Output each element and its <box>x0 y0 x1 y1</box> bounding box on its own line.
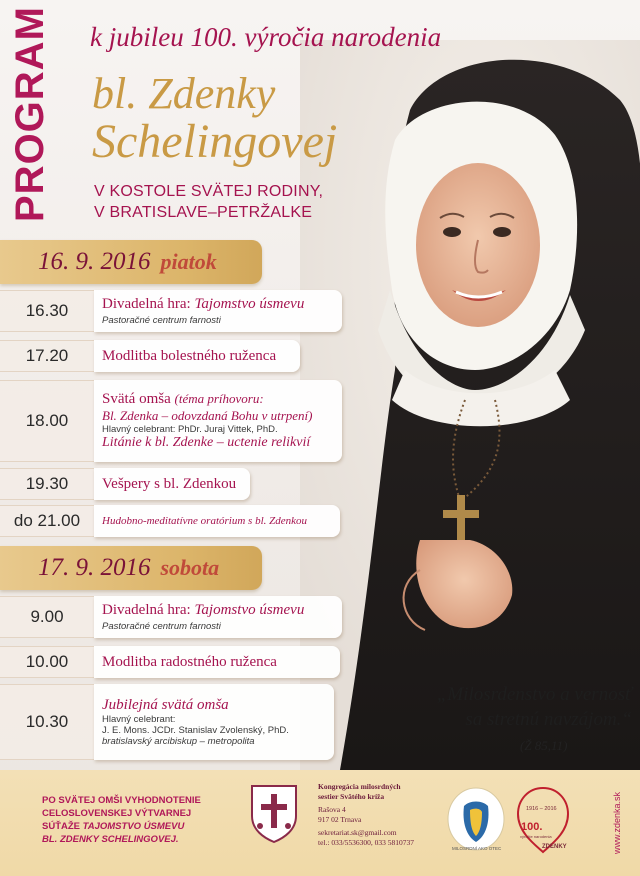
event-time: 9.00 <box>0 596 94 638</box>
svg-text:1916 – 2016: 1916 – 2016 <box>526 806 557 812</box>
website-url[interactable]: www.zdenka.sk <box>612 791 622 854</box>
event-theme: Bl. Zdenka – odovzdaná Bohu v utrpení) <box>102 408 313 423</box>
schedule-row <box>0 646 340 678</box>
year-of-mercy-logo-icon <box>446 786 506 852</box>
event-title: Vešpery s bl. Zdenkou <box>102 475 237 492</box>
event-body <box>94 505 340 537</box>
schedule-row <box>0 684 334 760</box>
event-body <box>94 380 342 462</box>
event-location: Pastoračné centrum farnosti <box>102 315 221 326</box>
svg-text:100.: 100. <box>521 821 543 833</box>
schedule-row <box>0 505 340 537</box>
congregation-contact: Kongregácia milosrdných sestier Svätého kríža Rašova 4 917 02 Trnava sekretariat.sk@gmail.com tel.: 033/5536300, 033 5810737 <box>318 782 415 847</box>
event-celebrant-title: bratislavský arcibiskup – metropolita <box>102 736 255 747</box>
svg-text:výročie narodenia: výročie narodenia <box>520 834 552 839</box>
event-time: do 21.00 <box>0 505 94 537</box>
program-vertical-heading: PROGRAM <box>8 6 52 222</box>
event-title: Jubilejná svätá omša <box>102 697 229 713</box>
schedule-row <box>0 290 342 332</box>
svg-text:ZDENKY: ZDENKY <box>542 844 567 850</box>
day-banner-friday <box>0 240 262 284</box>
event-time: 19.30 <box>0 468 94 500</box>
quote-line-1: „Milosrdenstvo a vernosť <box>436 684 632 705</box>
event-body <box>94 468 250 500</box>
event-body <box>94 596 342 638</box>
event-title: Modlitba bolestného ruženca <box>102 347 277 364</box>
event-celebrant-name: J. E. Mons. JCDr. Stanislav Zvolenský, PhD. <box>102 725 289 736</box>
day-weekday: piatok <box>160 249 217 274</box>
jubilee-subtitle: k jubileu 100. výročia narodenia <box>90 22 442 52</box>
event-title: Hudobno-meditatívne oratórium s bl. Zdenkou <box>102 515 308 527</box>
nun-portrait-image <box>300 40 640 770</box>
event-title: Svätá omša (téma príhovoru: <box>102 391 264 407</box>
event-body <box>94 290 342 332</box>
jubilee-100-logo-icon <box>512 782 574 858</box>
event-body <box>94 340 300 372</box>
competition-note: PO SVÄTEJ OMŠI VYHODNOTENIE CELOSLOVENSKEJ VÝTVARNEJ SÚŤAŽE TAJOMSTVO ÚSMEVU BL. ZDENKY SCHELINGOVEJ. <box>42 795 201 845</box>
schedule-row <box>0 596 342 638</box>
event-title: Divadelná hra: Tajomstvo úsmevu <box>102 602 305 618</box>
quote-reference: (Ž 85,11) <box>520 738 568 753</box>
day-banner-saturday <box>0 546 262 590</box>
day-date: 16. 9. 2016 <box>38 248 151 275</box>
event-litany: Litánie k bl. Zdenke – uctenie relikvií <box>102 435 311 450</box>
day-date: 17. 9. 2016 <box>38 554 151 581</box>
event-time: 16.30 <box>0 290 94 332</box>
event-body <box>94 646 340 678</box>
event-time: 18.00 <box>0 380 94 462</box>
schedule-row <box>0 380 342 462</box>
congregation-crest-icon <box>246 782 302 844</box>
name-line-2: Schelingovej <box>92 115 338 168</box>
event-celebrant: Hlavný celebrant: PhDr. Juraj Vittek, PhD. <box>102 424 278 435</box>
name-line-1: bl. Zdenky <box>92 69 276 118</box>
event-location: Pastoračné centrum farnosti <box>102 621 221 632</box>
event-title: Modlitba radostného ruženca <box>102 653 277 670</box>
footer-band <box>0 770 640 876</box>
quote-line-2: sa stretnú navzájom.“ <box>465 709 632 730</box>
event-body <box>94 684 334 760</box>
place-line-1: V KOSTOLE SVÄTEJ RODINY, <box>94 183 324 200</box>
svg-text:MILOSRDNÍ AKO OTEC: MILOSRDNÍ AKO OTEC <box>452 846 502 851</box>
place-line-2: V BRATISLAVE–PETRŽALKE <box>94 204 313 221</box>
event-celebrant-label: Hlavný celebrant: <box>102 714 176 725</box>
event-time: 17.20 <box>0 340 94 372</box>
day-weekday: sobota <box>160 555 220 580</box>
event-time: 10.30 <box>0 684 94 760</box>
schedule-row <box>0 340 300 372</box>
event-title: Divadelná hra: Tajomstvo úsmevu <box>102 296 305 312</box>
bible-quote <box>362 682 632 732</box>
schedule-row <box>0 468 250 500</box>
event-time: 10.00 <box>0 646 94 678</box>
